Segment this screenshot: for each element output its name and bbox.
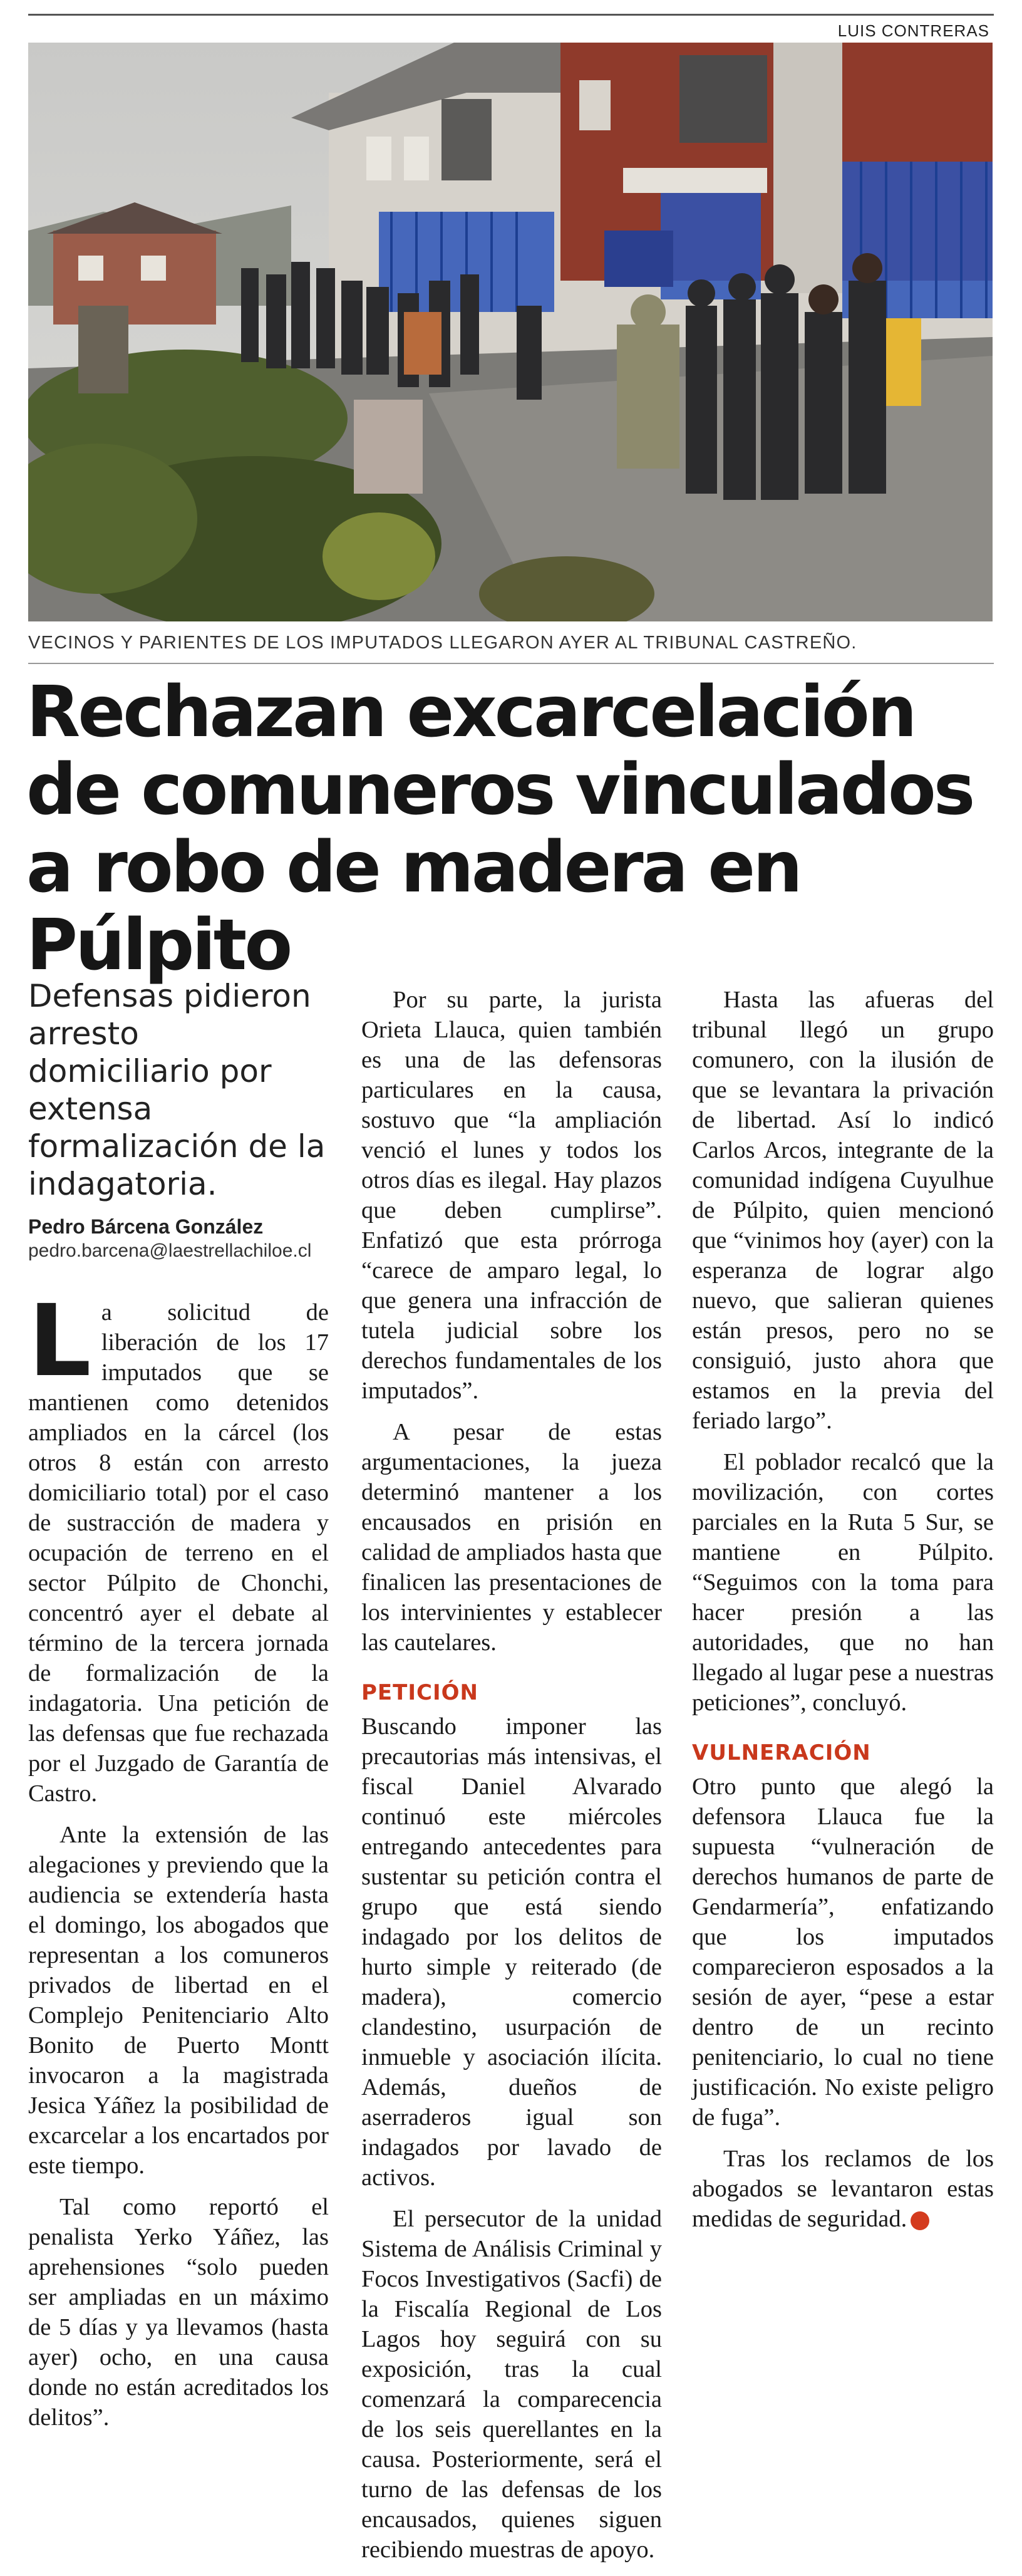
deck: Defensas pidieron arresto domiciliario por extensa formalización de la indagatoria.	[28, 978, 326, 1202]
news-photo	[28, 43, 993, 621]
paragraph-8: Hasta las afueras del tribunal llegó un grupo comunero, con la ilusión de que se levantara la privación de libertad. Así lo indicó Carlos Arcos, integrante de la comunidad indígena Cuyulhue de Púlpito, quien mencionó que “vinimos hoy (ayer) con la esperanza de lograr algo nuevo, que salieran quienes están presos, pero no se consiguió, justo ahora que estamos en la previa del feriado largo”.	[692, 987, 994, 1434]
photo-caption: VECINOS Y PARIENTES DE LOS IMPUTADOS LLEGARON AYER AL TRIBUNAL CASTREÑO.	[28, 633, 857, 653]
author-email[interactable]: pedro.barcena@laestrellachiloe.cl	[28, 1240, 312, 1261]
photo-credit: LUIS CONTRERAS	[837, 21, 989, 40]
paragraph-5: A pesar de estas argumentaciones, la jueza determinó mantener a los encausados en prisión en calidad de ampliados hasta que finalicen las presentaciones de los intervinientes y establecer las cautelares.	[361, 1419, 662, 1656]
paragraph-2: Ante la extensión de las alegaciones y previendo que la audiencia se extendería hasta el domingo, los abogados que representan a los comuneros privados de libertad en el Complejo Penitenciario Alto Bonito de Puerto Montt invocaron a la magistrada Jesica Yáñez la posibilidad de excarcelar a los encartados por este tiempo.	[28, 1822, 329, 2179]
paragraph-3: Tal como reportó el penalista Yerko Yáñez, las aprehensiones “solo pueden ser ampliadas en un máximo de 5 días y ya llevamos (hasta ayer) ocho, en una causa donde no están acreditados los delitos”.	[28, 2194, 329, 2431]
top-rule	[28, 14, 994, 16]
paragraph-1-text: a solicitud de liberación de los 17 imputados que se mantienen como detenidos ampliados en la cárcel (los otros 8 están con arresto domiciliario total) por el caso de sustracción de madera y ocupación de terreno en el sector Púlpito de Chonchi, concentró ayer el debate al término de la tercera jornada de formalización de la indagatoria. Una petición de las defensas que fue rechazada por el Juzgado de Garantía de Castro.	[28, 1299, 329, 1807]
column-3	[692, 985, 994, 2245]
dropcap: L	[28, 1284, 91, 1399]
paragraph-10: Otro punto que alegó la defensora Llauca fue la supuesta “vulneración de derechos humanos de parte de Gendarmería”, enfatizando que los imputados comparecieron esposados a la sesión de ayer, “pese a estar dentro de un recinto penitenciario, lo cual no tiene justificación. No existe peligro de fuga”.	[692, 1774, 994, 2131]
headline: Rechazan excarcelación de comuneros vinculados a robo de madera en Púlpito	[26, 672, 973, 986]
paragraph-1	[28, 1284, 329, 1809]
column-2	[361, 985, 662, 2576]
paragraph-11-text: Tras los reclamos de los abogados se levantaron estas medidas de seguridad.	[692, 2146, 994, 2232]
paragraph-9: El poblador recalcó que la movilización, con cortes parciales en la Ruta 5 Sur, se mantiene en Púlpito. “Seguimos con la toma para hacer presión a las autoridades, que no han llegado al lugar pese a nuestras peticiones”, concluyó.	[692, 1449, 994, 1716]
paragraph-11	[692, 2144, 994, 2234]
caption-rule	[28, 663, 994, 664]
paragraph-6: Buscando imponer las precautorias más intensivas, el fiscal Daniel Alvarado continuó este miércoles entregando antecedentes para sustentar su petición contra el grupo que está siendo indagado por los delitos de hurto simple y reiterado (de madera), comercio clandestino, usurpación de inmueble y asociación ilícita. Además, dueños de aserraderos igual son indagados por lavado de activos.	[361, 1713, 662, 2191]
paragraph-7: El persecutor de la unidad Sistema de Análisis Criminal y Focos Investigativos (Sacfi) de la Fiscalía Regional de Los Lagos hoy seguirá con su exposición, tras la cual comenzará la comparecencia de los seis querellantes en la causa. Posteriormente, será el turno de las defensas de los encausados, quienes siguen recibiendo muestras de apoyo.	[361, 2206, 662, 2563]
end-of-article-icon: ✪	[911, 2211, 929, 2230]
subhead-vulneracion: VULNERACIÓN	[692, 1740, 871, 1765]
column-1	[28, 977, 329, 2444]
paragraph-4: Por su parte, la jurista Orieta Llauca, quien también es una de las defensoras particulares en la causa, sostuvo que “la ampliación venció el lunes y todos los otros días es ilegal. Hay plazos que deben cumplirse”. Enfatizó que esta prórroga “carece de amparo legal, lo que genera una infracción de tutela judicial sobre los derechos fundamentales de los imputados”.	[361, 987, 662, 1404]
subhead-peticion: PETICIÓN	[361, 1680, 478, 1705]
author-name: Pedro Bárcena González	[28, 1215, 264, 1238]
